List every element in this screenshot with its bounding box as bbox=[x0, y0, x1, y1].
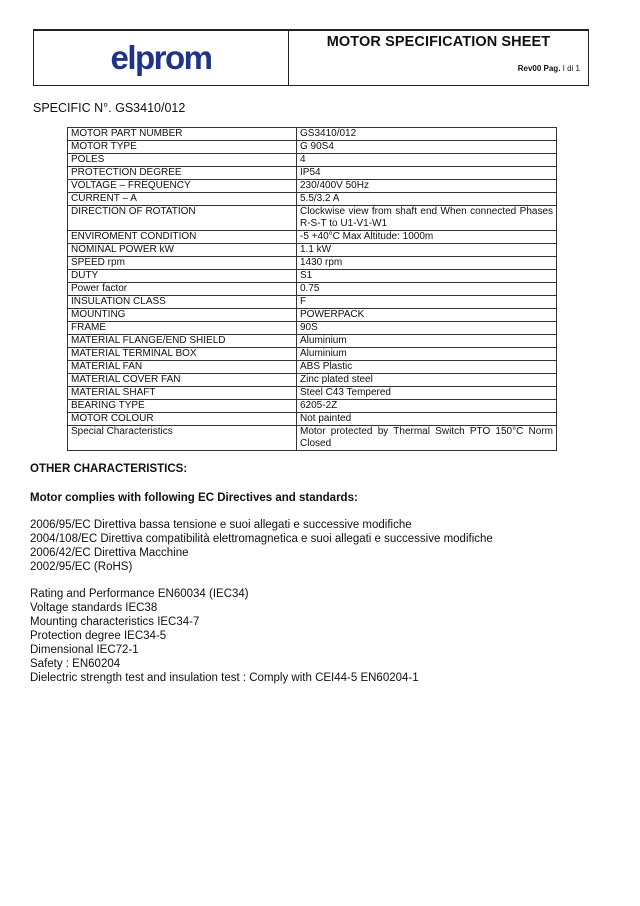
table-row bbox=[68, 206, 557, 231]
revision-label: Rev00 Pag. bbox=[517, 64, 561, 73]
table-row bbox=[68, 270, 557, 283]
spec-value: POWERPACK bbox=[297, 309, 557, 322]
spec-value: 5.5/3.2 A bbox=[297, 193, 557, 206]
page-number: I di 1 bbox=[562, 64, 580, 73]
logo-cell bbox=[34, 31, 289, 85]
spec-value: Aluminium bbox=[297, 348, 557, 361]
table-row bbox=[68, 244, 557, 257]
table-row bbox=[68, 400, 557, 413]
spec-value: G 90S4 bbox=[297, 141, 557, 154]
directives-heading: Motor complies with following EC Directives and standards: bbox=[30, 492, 358, 504]
spec-table bbox=[67, 127, 557, 451]
spec-value: GS3410/012 bbox=[297, 128, 557, 141]
spec-value: Zinc plated steel bbox=[297, 374, 557, 387]
spec-value: Aluminium bbox=[297, 335, 557, 348]
table-row bbox=[68, 296, 557, 309]
table-row bbox=[68, 348, 557, 361]
table-row bbox=[68, 413, 557, 426]
standard-item: Safety : EN60204 bbox=[30, 658, 121, 670]
table-row bbox=[68, 387, 557, 400]
standard-item: Rating and Performance EN60034 (IEC34) bbox=[30, 588, 249, 600]
table-row bbox=[68, 231, 557, 244]
spec-key: FRAME bbox=[68, 322, 297, 335]
table-row bbox=[68, 335, 557, 348]
table-row bbox=[68, 257, 557, 270]
spec-value: 4 bbox=[297, 154, 557, 167]
table-row bbox=[68, 374, 557, 387]
spec-value: 1.1 kW bbox=[297, 244, 557, 257]
table-row bbox=[68, 180, 557, 193]
spec-value: Clockwise view from shaft end When connected Phases R-S-T to U1-V1-W1 bbox=[297, 206, 557, 231]
standard-item: Protection degree IEC34-5 bbox=[30, 630, 167, 642]
table-row bbox=[68, 128, 557, 141]
document-header bbox=[33, 29, 589, 86]
table-row bbox=[68, 154, 557, 167]
table-row bbox=[68, 426, 557, 451]
table-row bbox=[68, 167, 557, 180]
spec-value: IP54 bbox=[297, 167, 557, 180]
specific-label: SPECIFIC N°. bbox=[33, 101, 112, 115]
other-characteristics-heading: OTHER CHARACTERISTICS: bbox=[30, 463, 188, 475]
spec-value: ABS Plastic bbox=[297, 361, 557, 374]
standard-item: Dimensional IEC72-1 bbox=[30, 644, 139, 656]
spec-key: MATERIAL TERMINAL BOX bbox=[68, 348, 297, 361]
spec-key: BEARING TYPE bbox=[68, 400, 297, 413]
spec-key: ENVIROMENT CONDITION bbox=[68, 231, 297, 244]
spec-key: DIRECTION OF ROTATION bbox=[68, 206, 297, 231]
spec-key: MATERIAL FAN bbox=[68, 361, 297, 374]
specific-value: GS3410/012 bbox=[115, 101, 186, 115]
spec-key: VOLTAGE – FREQUENCY bbox=[68, 180, 297, 193]
spec-key: MATERIAL FLANGE/END SHIELD bbox=[68, 335, 297, 348]
spec-key: MOTOR COLOUR bbox=[68, 413, 297, 426]
spec-key: Special Characteristics bbox=[68, 426, 297, 451]
directive-item: 2002/95/EC (RoHS) bbox=[30, 561, 133, 573]
table-row bbox=[68, 322, 557, 335]
table-row bbox=[68, 309, 557, 322]
table-row bbox=[68, 141, 557, 154]
table-row bbox=[68, 361, 557, 374]
spec-key: MATERIAL COVER FAN bbox=[68, 374, 297, 387]
spec-key: MOTOR TYPE bbox=[68, 141, 297, 154]
spec-value: Not painted bbox=[297, 413, 557, 426]
directive-item: 2004/108/EC Direttiva compatibilità elettromagnetica e suoi allegati e successive modifiche bbox=[30, 533, 493, 545]
spec-key: PROTECTION DEGREE bbox=[68, 167, 297, 180]
specific-number bbox=[33, 101, 185, 115]
spec-value: 230/400V 50Hz bbox=[297, 180, 557, 193]
directives-list bbox=[30, 518, 493, 574]
revision-info bbox=[518, 64, 580, 73]
spec-value: -5 +40°C Max Altitude: 1000m bbox=[297, 231, 557, 244]
spec-key: MATERIAL SHAFT bbox=[68, 387, 297, 400]
spec-key: NOMINAL POWER kW bbox=[68, 244, 297, 257]
directive-item: 2006/95/EC Direttiva bassa tensione e suoi allegati e successive modifiche bbox=[30, 519, 412, 531]
spec-value: 1430 rpm bbox=[297, 257, 557, 270]
standard-item: Dielectric strength test and insulation test : Comply with CEI44-5 EN60204-1 bbox=[30, 672, 419, 684]
spec-value: 0.75 bbox=[297, 283, 557, 296]
document-title: MOTOR SPECIFICATION SHEET bbox=[326, 34, 551, 50]
spec-value: 90S bbox=[297, 322, 557, 335]
standards-list bbox=[30, 587, 419, 685]
standard-item: Mounting characteristics IEC34-7 bbox=[30, 616, 200, 628]
spec-key: SPEED rpm bbox=[68, 257, 297, 270]
spec-key: POLES bbox=[68, 154, 297, 167]
directive-item: 2006/42/EC Direttiva Macchine bbox=[30, 547, 189, 559]
spec-value: Steel C43 Tempered bbox=[297, 387, 557, 400]
table-row bbox=[68, 193, 557, 206]
spec-key: INSULATION CLASS bbox=[68, 296, 297, 309]
table-row bbox=[68, 283, 557, 296]
spec-value: F bbox=[297, 296, 557, 309]
standard-item: Voltage standards IEC38 bbox=[30, 602, 158, 614]
spec-value: Motor protected by Thermal Switch PTO 150°C Norm Closed bbox=[297, 426, 557, 451]
title-cell bbox=[289, 31, 588, 85]
spec-value: 6205-2Z bbox=[297, 400, 557, 413]
spec-key: MOTOR PART NUMBER bbox=[68, 128, 297, 141]
spec-key: MOUNTING bbox=[68, 309, 297, 322]
spec-value: S1 bbox=[297, 270, 557, 283]
spec-key: CURRENT – A bbox=[68, 193, 297, 206]
spec-key: Power factor bbox=[68, 283, 297, 296]
elprom-logo: elprom bbox=[110, 38, 212, 76]
spec-key: DUTY bbox=[68, 270, 297, 283]
